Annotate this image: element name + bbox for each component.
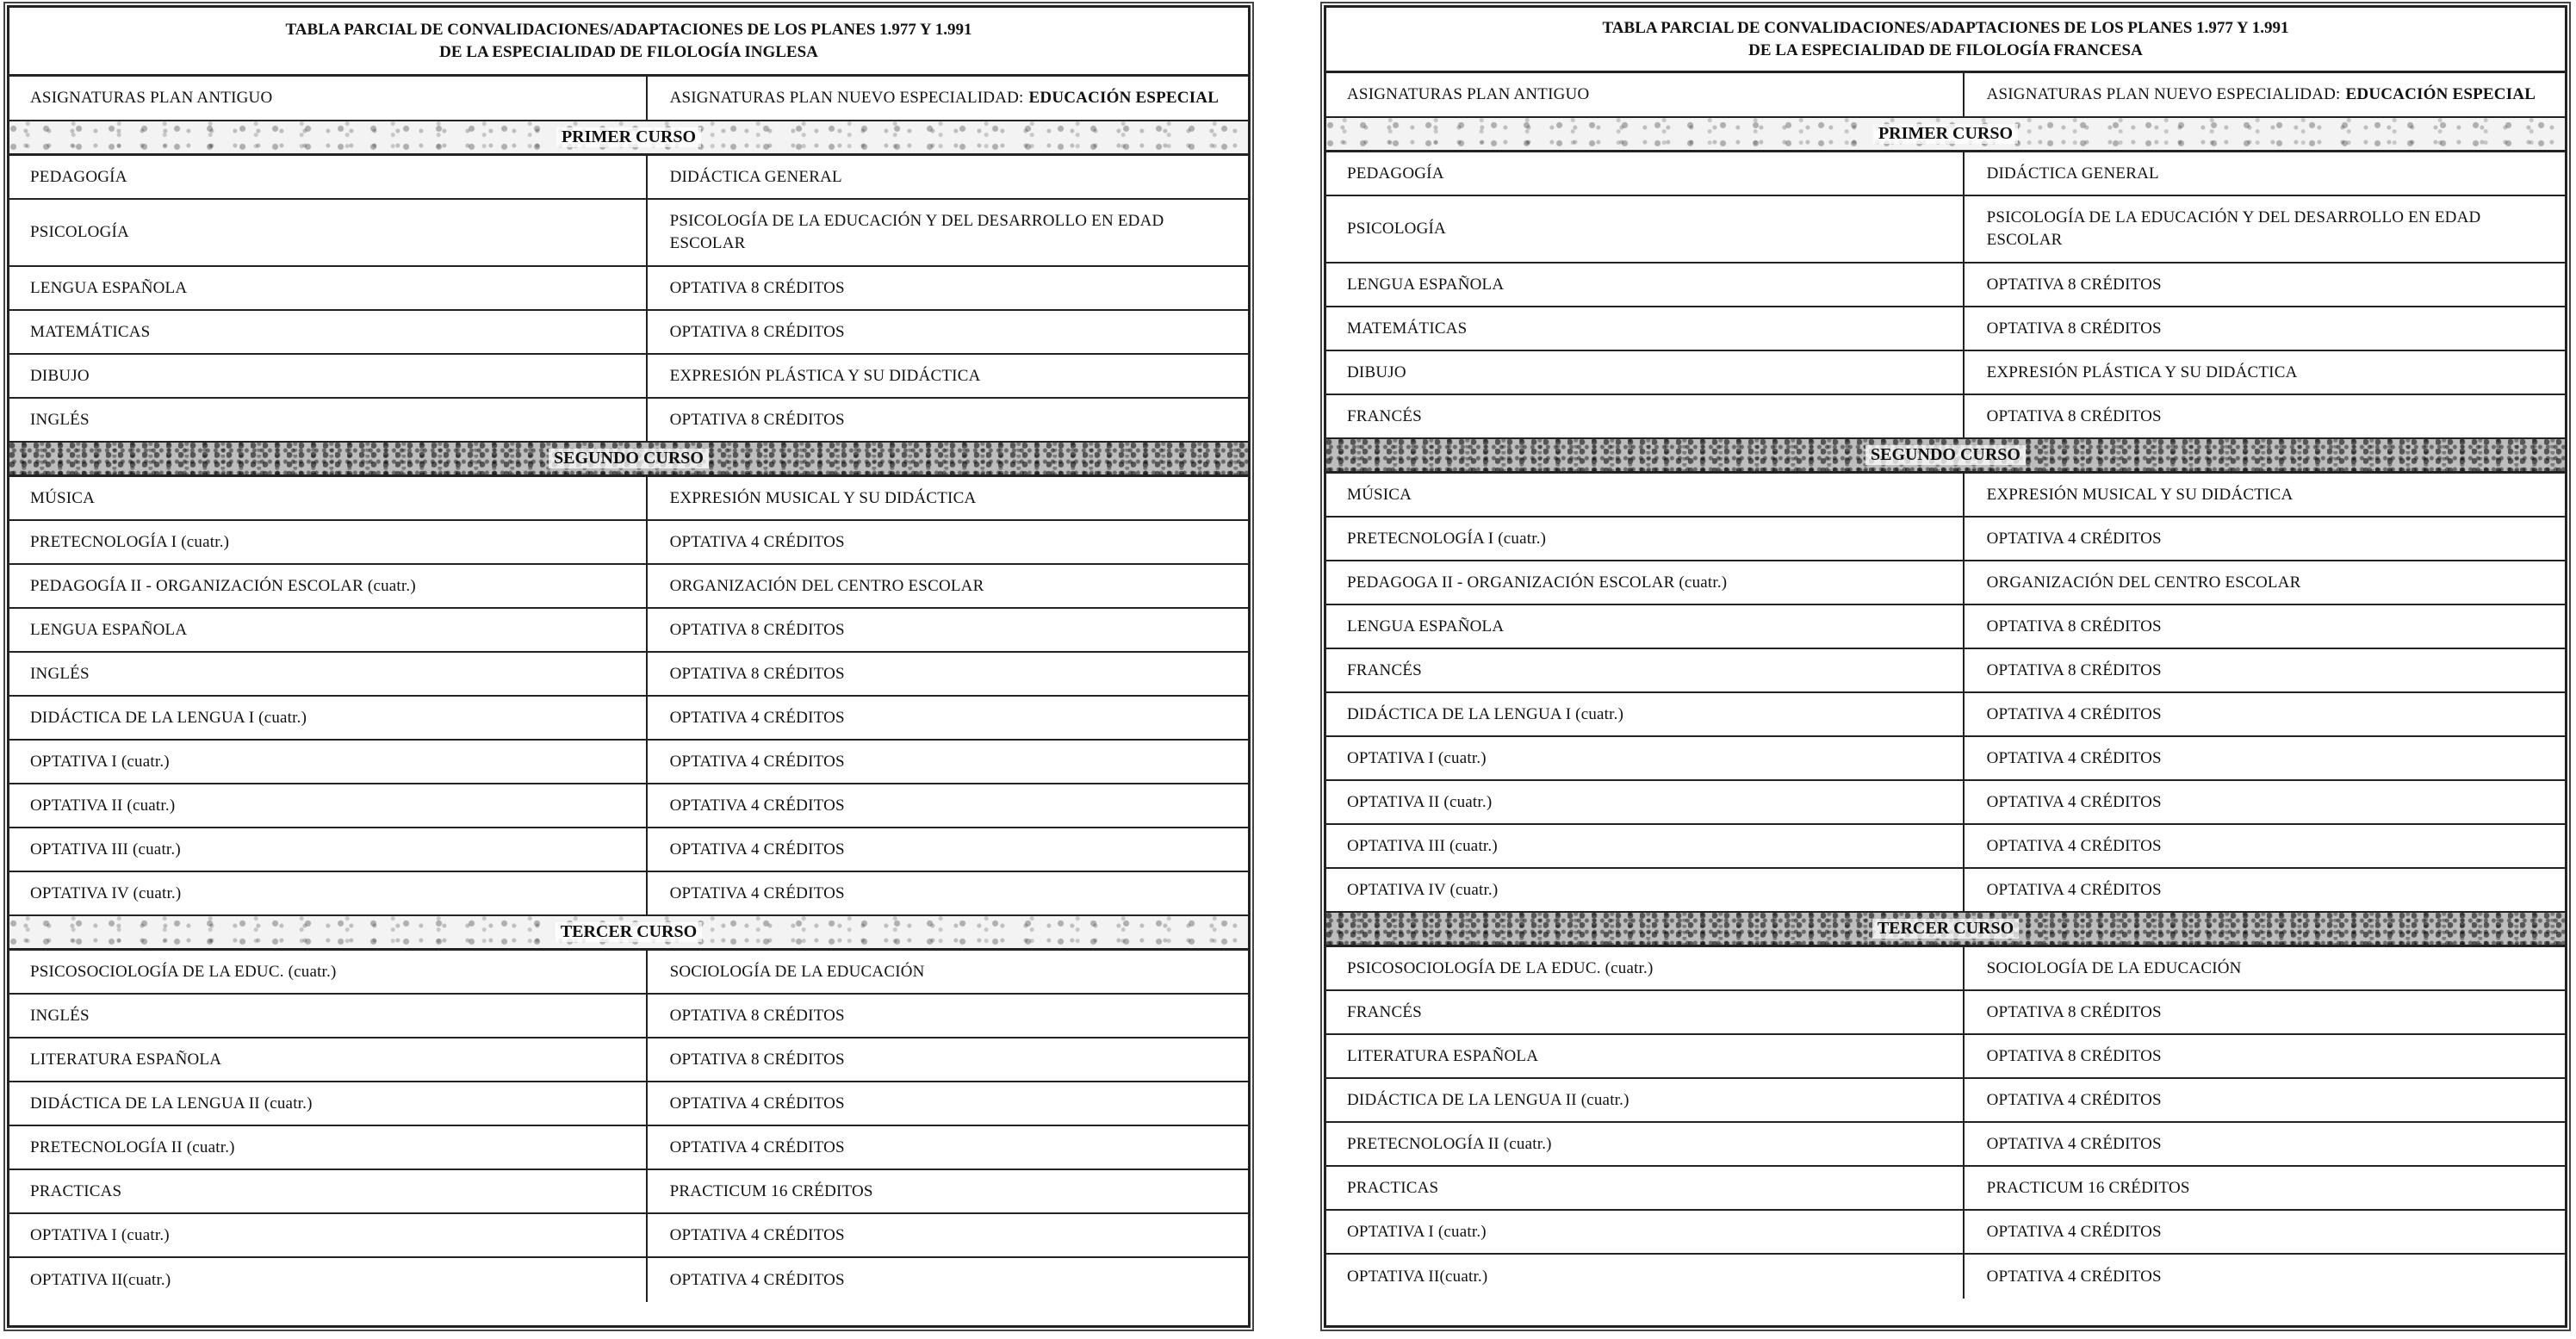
new-plan-subject: OPTATIVA 8 CRÉDITOS <box>1986 1046 2162 1065</box>
table-title-line2: DE LA ESPECIALIDAD DE FILOLOGÍA INGLESA <box>439 42 818 61</box>
new-plan-subject: OPTATIVA 4 CRÉDITOS <box>1986 704 2162 723</box>
column-header-new-plan <box>648 77 1248 120</box>
old-plan-subject: PSICOLOGÍA <box>1326 196 1965 262</box>
new-plan-subject: OPTATIVA 4 CRÉDITOS <box>1986 1222 2162 1241</box>
table-row <box>1326 947 2565 991</box>
old-plan-subject: PSICOSOCIOLOGÍA DE LA EDUC. (cuatr.) <box>9 951 648 993</box>
column-header-new-plan-prefix: ASIGNATURAS PLAN NUEVO ESPECIALIDAD: <box>669 89 1024 107</box>
new-plan-subject: EXPRESIÓN PLÁSTICA Y SU DIDÁCTICA <box>1986 363 2298 381</box>
section-header <box>9 916 1248 951</box>
old-plan-subject: PRACTICAS <box>1326 1167 1965 1209</box>
new-plan-subject: OPTATIVA 4 CRÉDITOS <box>1986 880 2162 899</box>
column-header-row <box>9 77 1248 121</box>
old-plan-subject: PEDAGOGÍA <box>1326 152 1965 195</box>
table-row <box>9 741 1248 784</box>
new-plan-subject: OPTATIVA 4 CRÉDITOS <box>669 796 845 815</box>
new-plan-subject: OPTATIVA 4 CRÉDITOS <box>669 1270 845 1289</box>
table-row <box>1326 1035 2565 1079</box>
old-plan-subject: OPTATIVA IV (cuatr.) <box>1326 869 1965 911</box>
table-row <box>1326 825 2565 869</box>
old-plan-subject: MÚSICA <box>1326 474 1965 516</box>
old-plan-subject: OPTATIVA IV (cuatr.) <box>9 872 648 914</box>
table-row <box>9 784 1248 828</box>
old-plan-subject: INGLÉS <box>9 399 648 441</box>
table-row <box>1326 307 2565 351</box>
new-plan-subject: PRACTICUM 16 CRÉDITOS <box>669 1181 873 1200</box>
new-plan-subject: OPTATIVA 4 CRÉDITOS <box>1986 1134 2162 1153</box>
old-plan-subject: LENGUA ESPAÑOLA <box>9 267 648 309</box>
table-row <box>9 399 1248 443</box>
old-plan-subject: OPTATIVA II (cuatr.) <box>9 784 648 827</box>
new-plan-subject: SOCIOLOGÍA DE LA EDUCACIÓN <box>1986 958 2242 977</box>
new-plan-subject: OPTATIVA 4 CRÉDITOS <box>669 708 845 727</box>
table-title <box>9 8 1248 77</box>
table-row <box>9 1170 1248 1214</box>
section-title: SEGUNDO CURSO <box>549 449 709 468</box>
old-plan-subject: LENGUA ESPAÑOLA <box>1326 605 1965 648</box>
old-plan-subject: OPTATIVA I (cuatr.) <box>1326 737 1965 779</box>
table-title-line2: DE LA ESPECIALIDAD DE FILOLOGÍA FRANCESA <box>1748 40 2143 59</box>
new-plan-subject: OPTATIVA 8 CRÉDITOS <box>669 620 845 639</box>
new-plan-subject: OPTATIVA 8 CRÉDITOS <box>669 664 845 683</box>
table-row <box>1326 605 2565 649</box>
new-plan-subject: OPTATIVA 8 CRÉDITOS <box>1986 319 2162 338</box>
section-title: PRIMER CURSO <box>556 127 701 147</box>
table-row <box>1326 196 2565 263</box>
new-plan-subject: EXPRESIÓN MUSICAL Y SU DIDÁCTICA <box>669 488 977 507</box>
new-plan-subject: EXPRESIÓN PLÁSTICA Y SU DIDÁCTICA <box>669 366 981 385</box>
old-plan-subject: PSICOLOGÍA <box>9 200 648 265</box>
old-plan-subject: OPTATIVA I (cuatr.) <box>9 741 648 783</box>
old-plan-subject: OPTATIVA I (cuatr.) <box>9 1214 648 1256</box>
old-plan-subject: MATEMÁTICAS <box>1326 307 1965 350</box>
old-plan-subject: FRANCÉS <box>1326 649 1965 691</box>
table-body <box>1326 118 2565 1299</box>
table-row <box>1326 1167 2565 1211</box>
new-plan-subject: OPTATIVA 8 CRÉDITOS <box>1986 660 2162 679</box>
new-plan-subject: OPTATIVA 4 CRÉDITOS <box>669 532 845 551</box>
new-plan-subject: OPTATIVA 8 CRÉDITOS <box>669 410 845 429</box>
old-plan-subject: MÚSICA <box>9 477 648 519</box>
table-row <box>9 477 1248 521</box>
old-plan-subject: INGLÉS <box>9 653 648 695</box>
column-header-specialty: EDUCACIÓN ESPECIAL <box>1028 89 1220 107</box>
table-row <box>9 1258 1248 1302</box>
old-plan-subject: PSICOSOCIOLOGÍA DE LA EDUC. (cuatr.) <box>1326 947 1965 989</box>
table-filologia-inglesa <box>7 5 1251 1328</box>
old-plan-subject: PRETECNOLOGÍA I (cuatr.) <box>1326 518 1965 560</box>
table-row <box>9 1038 1248 1082</box>
table-row <box>9 951 1248 995</box>
section-header <box>1326 118 2565 152</box>
old-plan-subject: OPTATIVA I (cuatr.) <box>1326 1211 1965 1253</box>
table-row <box>9 200 1248 267</box>
new-plan-subject: OPTATIVA 8 CRÉDITOS <box>669 278 845 297</box>
new-plan-subject: ORGANIZACIÓN DEL CENTRO ESCOLAR <box>1986 573 2301 592</box>
table-row <box>1326 1079 2565 1123</box>
new-plan-subject: OPTATIVA 4 CRÉDITOS <box>669 1225 845 1244</box>
table-row <box>9 565 1248 609</box>
table-row <box>9 355 1248 399</box>
new-plan-subject: PSICOLOGÍA DE LA EDUCACIÓN Y DEL DESARROLLO EN EDAD ESCOLAR <box>669 212 1164 252</box>
table-row <box>1326 395 2565 439</box>
table-row <box>9 872 1248 916</box>
old-plan-subject: MATEMÁTICAS <box>9 311 648 353</box>
old-plan-subject: OPTATIVA III (cuatr.) <box>1326 825 1965 867</box>
table-row <box>1326 649 2565 693</box>
old-plan-subject: OPTATIVA II(cuatr.) <box>1326 1255 1965 1299</box>
old-plan-subject: FRANCÉS <box>1326 395 1965 437</box>
table-row <box>1326 737 2565 781</box>
column-header-old-plan: ASIGNATURAS PLAN ANTIGUO <box>9 77 648 120</box>
old-plan-subject: PRACTICAS <box>9 1170 648 1212</box>
table-row <box>1326 693 2565 737</box>
old-plan-subject: DIBUJO <box>1326 351 1965 394</box>
new-plan-subject: OPTATIVA 4 CRÉDITOS <box>1986 529 2162 548</box>
section-title: PRIMER CURSO <box>1873 124 2018 144</box>
old-plan-subject: DIDÁCTICA DE LA LENGUA II (cuatr.) <box>1326 1079 1965 1121</box>
new-plan-subject: OPTATIVA 4 CRÉDITOS <box>1986 1267 2162 1286</box>
new-plan-subject: OPTATIVA 8 CRÉDITOS <box>1986 275 2162 294</box>
new-plan-subject: OPTATIVA 4 CRÉDITOS <box>669 1138 845 1156</box>
old-plan-subject: LITERATURA ESPAÑOLA <box>1326 1035 1965 1077</box>
table-row <box>1326 152 2565 196</box>
old-plan-subject: OPTATIVA II(cuatr.) <box>9 1258 648 1302</box>
section-header <box>1326 913 2565 947</box>
new-plan-subject: DIDÁCTICA GENERAL <box>669 167 842 186</box>
new-plan-subject: SOCIOLOGÍA DE LA EDUCACIÓN <box>669 962 925 981</box>
table-row <box>9 995 1248 1038</box>
table-row <box>9 1126 1248 1170</box>
new-plan-subject: EXPRESIÓN MUSICAL Y SU DIDÁCTICA <box>1986 485 2294 504</box>
table-row <box>9 697 1248 741</box>
section-header <box>9 121 1248 156</box>
old-plan-subject: DIBUJO <box>9 355 648 397</box>
old-plan-subject: PEDAGOGÍA <box>9 156 648 198</box>
section-header <box>9 443 1248 477</box>
table-row <box>9 267 1248 311</box>
new-plan-subject: PSICOLOGÍA DE LA EDUCACIÓN Y DEL DESARROLLO EN EDAD ESCOLAR <box>1986 208 2481 249</box>
new-plan-subject: OPTATIVA 4 CRÉDITOS <box>669 1094 845 1113</box>
table-row <box>1326 781 2565 825</box>
section-title: TERCER CURSO <box>556 922 702 942</box>
old-plan-subject: PEDAGOGA II - ORGANIZACIÓN ESCOLAR (cuatr.) <box>1326 561 1965 604</box>
table-title <box>1326 8 2565 73</box>
new-plan-subject: OPTATIVA 4 CRÉDITOS <box>1986 748 2162 767</box>
table-filologia-francesa <box>1324 5 2567 1328</box>
table-title-line1: TABLA PARCIAL DE CONVALIDACIONES/ADAPTACIONES DE LOS PLANES 1.977 Y 1.991 <box>285 20 972 39</box>
new-plan-subject: OPTATIVA 4 CRÉDITOS <box>669 752 845 771</box>
new-plan-subject: OPTATIVA 8 CRÉDITOS <box>1986 406 2162 425</box>
new-plan-subject: OPTATIVA 8 CRÉDITOS <box>1986 1002 2162 1021</box>
new-plan-subject: OPTATIVA 8 CRÉDITOS <box>1986 617 2162 635</box>
new-plan-subject: OPTATIVA 4 CRÉDITOS <box>1986 1090 2162 1109</box>
column-header-row <box>1326 73 2565 118</box>
table-row <box>1326 351 2565 395</box>
table-row <box>1326 1123 2565 1167</box>
new-plan-subject: ORGANIZACIÓN DEL CENTRO ESCOLAR <box>669 576 984 595</box>
old-plan-subject: DIDÁCTICA DE LA LENGUA I (cuatr.) <box>9 697 648 739</box>
table-row <box>9 521 1248 565</box>
section-title: SEGUNDO CURSO <box>1865 445 2026 465</box>
old-plan-subject: PRETECNOLOGÍA II (cuatr.) <box>9 1126 648 1169</box>
table-row <box>1326 991 2565 1035</box>
section-title: TERCER CURSO <box>1872 919 2019 939</box>
table-row <box>9 653 1248 697</box>
table-row <box>9 1082 1248 1126</box>
table-title-line1: TABLA PARCIAL DE CONVALIDACIONES/ADAPTACIONES DE LOS PLANES 1.977 Y 1.991 <box>1602 18 2289 37</box>
new-plan-subject: OPTATIVA 4 CRÉDITOS <box>1986 836 2162 855</box>
new-plan-subject: OPTATIVA 4 CRÉDITOS <box>669 883 845 902</box>
old-plan-subject: LENGUA ESPAÑOLA <box>1326 263 1965 306</box>
table-row <box>1326 474 2565 518</box>
old-plan-subject: DIDÁCTICA DE LA LENGUA II (cuatr.) <box>9 1082 648 1125</box>
table-row <box>9 828 1248 872</box>
table-row <box>1326 1255 2565 1299</box>
new-plan-subject: OPTATIVA 8 CRÉDITOS <box>669 1006 845 1025</box>
new-plan-subject: OPTATIVA 4 CRÉDITOS <box>669 840 845 859</box>
table-row <box>1326 518 2565 561</box>
table-row <box>1326 1211 2565 1255</box>
section-header <box>1326 439 2565 474</box>
table-row <box>1326 263 2565 307</box>
table-row <box>9 311 1248 355</box>
table-row <box>1326 561 2565 605</box>
old-plan-subject: LENGUA ESPAÑOLA <box>9 609 648 651</box>
new-plan-subject: OPTATIVA 8 CRÉDITOS <box>669 322 845 341</box>
column-header-new-plan-prefix: ASIGNATURAS PLAN NUEVO ESPECIALIDAD: <box>1986 85 2341 103</box>
new-plan-subject: OPTATIVA 8 CRÉDITOS <box>669 1050 845 1069</box>
old-plan-subject: OPTATIVA III (cuatr.) <box>9 828 648 871</box>
old-plan-subject: DIDÁCTICA DE LA LENGUA I (cuatr.) <box>1326 693 1965 735</box>
column-header-new-plan <box>1965 73 2565 116</box>
old-plan-subject: PRETECNOLOGÍA II (cuatr.) <box>1326 1123 1965 1165</box>
old-plan-subject: FRANCÉS <box>1326 991 1965 1033</box>
table-row <box>9 1214 1248 1258</box>
new-plan-subject: DIDÁCTICA GENERAL <box>1986 164 2159 183</box>
new-plan-subject: PRACTICUM 16 CRÉDITOS <box>1986 1178 2190 1197</box>
column-header-specialty: EDUCACIÓN ESPECIAL <box>2345 85 2536 103</box>
old-plan-subject: LITERATURA ESPAÑOLA <box>9 1038 648 1081</box>
table-row <box>9 609 1248 653</box>
table-row <box>9 156 1248 200</box>
table-row <box>1326 869 2565 913</box>
column-header-old-plan: ASIGNATURAS PLAN ANTIGUO <box>1326 73 1965 116</box>
new-plan-subject: OPTATIVA 4 CRÉDITOS <box>1986 792 2162 811</box>
old-plan-subject: OPTATIVA II (cuatr.) <box>1326 781 1965 823</box>
old-plan-subject: PRETECNOLOGÍA I (cuatr.) <box>9 521 648 563</box>
table-body <box>9 121 1248 1302</box>
old-plan-subject: INGLÉS <box>9 995 648 1037</box>
old-plan-subject: PEDAGOGÍA II - ORGANIZACIÓN ESCOLAR (cuatr.) <box>9 565 648 607</box>
